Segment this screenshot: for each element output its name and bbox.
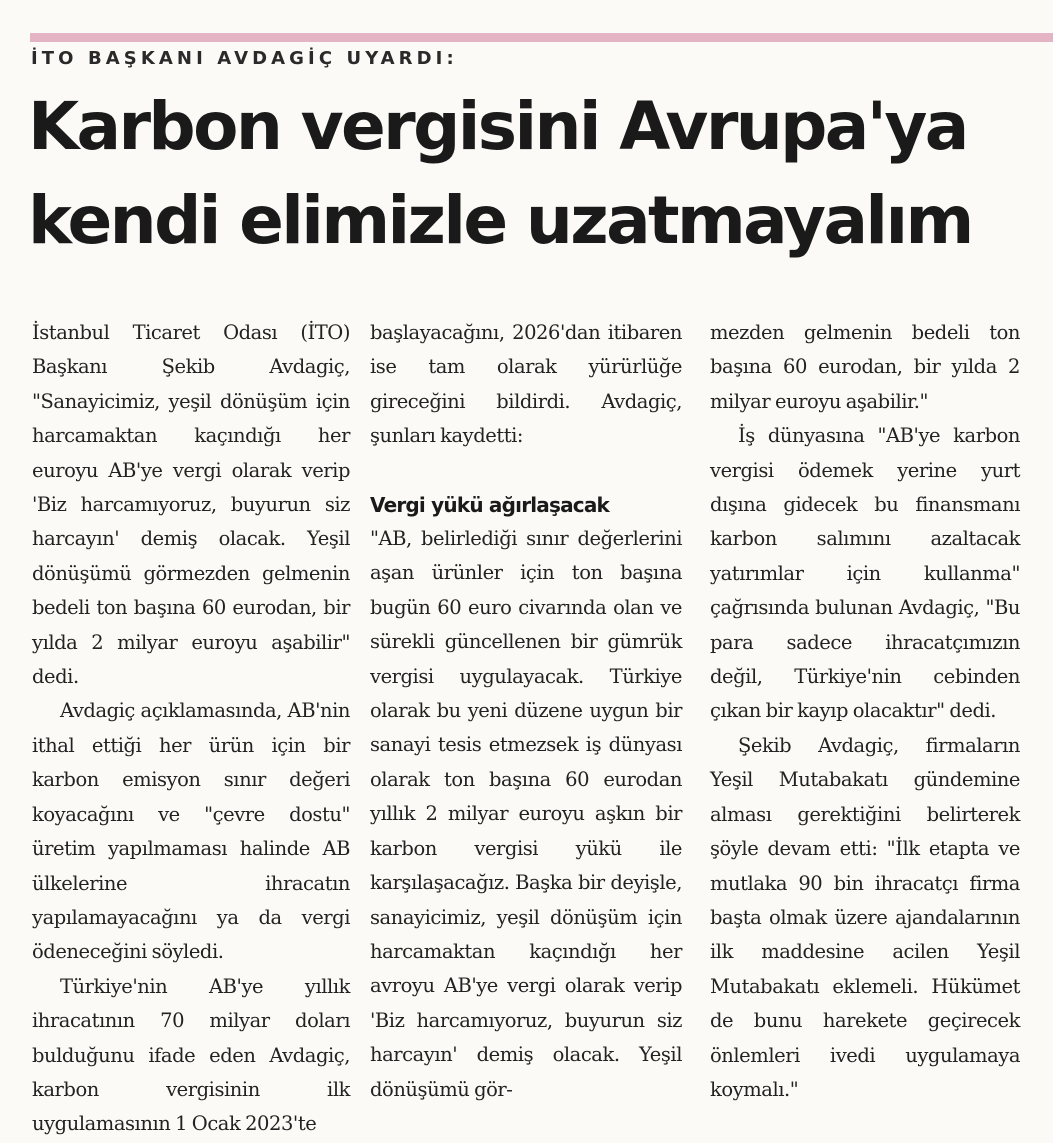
- top-color-rule: [30, 33, 1053, 42]
- paragraph-7: İş dünyasına "AB'ye karbon vergisi ödemek yerine yurt dışına gidecek bu finansmanı karbon salımını azaltacak yatırımlar için kullanma" çağrısında bulunan Avdagiç, "Bu para sadece ihracatçımızın değil, Türkiye'nin cebinden çıkan bir kayıp olacaktır" dedi.: [710, 424, 1020, 723]
- paragraph-1: İstanbul Ticaret Odası (İTO) Başkanı Şekib Avdagiç, "Sanayicimiz, yeşil dönüşüm için harcamaktan kaçındığı her euroyu AB'ye vergi olarak verip 'Biz harcamıyoruz, buyurun siz harcayın' demiş olacak. Yeşil dönüşümü görmezden gelmenin bedeli ton başına 60 eurodan, bir yılda 2 milyar euroyu aşabilir" dedi.: [32, 321, 350, 689]
- article-column-1: [32, 316, 350, 1142]
- headline-line-2: kendi elimizle uzatmayalım: [28, 182, 972, 259]
- paragraph-3: Türkiye'nin AB'ye yıllık ihracatının 70 milyar doları bulduğunu ifade eden Avdagiç, karbon vergisinin ilk uygulamasının 1 Ocak 2023'te: [32, 974, 350, 1136]
- article-column-2: [370, 316, 682, 1107]
- article-headline: [28, 80, 972, 268]
- paragraph-8: Şekib Avdagiç, firmaların Yeşil Mutabakatı gündemine alması gerektiğini belirterek şöyle devam etti: "İlk etapta ve mutlaka 90 bin ihracatçı firma başta olmak üzere ajandalarının ilk maddesine acilen Yeşil Mutabakatı eklemeli. Hükümet de bunu harekete geçirecek önlemleri ivedi uygulamaya koymalı.": [710, 733, 1020, 1101]
- paragraph-2: Avdagiç açıklamasında, AB'nin ithal ettiği her ürün için bir karbon emisyon sınır değeri koyacağını ve "çevre dostu" üretim yapılmaması halinde AB ülkelerine ihracatın yapılamayacağını ya da vergi ödeneceğini söyledi.: [32, 699, 350, 964]
- section-subhead: Vergi yükü ağırlaşacak: [370, 492, 610, 517]
- article-kicker: İTO BAŞKANI AVDAGİÇ UYARDI:: [31, 48, 458, 69]
- paragraph-5: "AB, belirlediği sınır değerlerini aşan ürünler için ton başına bugün 60 euro civarında olan ve sürekli güncellenen bir gümrük vergisi uygulayacak. Türkiye olarak bu yeni düzene uygun bir sanayi tesis etmezsek iş dünyası olarak ton başına 60 eurodan yıllık 2 milyar euroyu aşkın bir karbon vergisi yükü ile karşılaşacağız. Başka bir deyişle, sanayicimiz, yeşil dönüşüm için harcamaktan kaçındığı her avroyu AB'ye vergi olarak verip 'Biz harcamıyoruz, buyurun siz harcayın' demiş olacak. Yeşil dönüşümü gör-: [370, 527, 682, 1101]
- paragraph-6: mezden gelmenin bedeli ton başına 60 eurodan, bir yılda 2 milyar euroyu aşabilir.": [710, 321, 1020, 413]
- article-column-3: [710, 316, 1020, 1107]
- headline-line-1: Karbon vergisini Avrupa'ya: [28, 88, 967, 165]
- paragraph-4: başlayacağını, 2026'dan itibaren ise tam olarak yürürlüğe gireceğini bildirdi. Avdagiç, şunları kaydetti:: [370, 321, 682, 448]
